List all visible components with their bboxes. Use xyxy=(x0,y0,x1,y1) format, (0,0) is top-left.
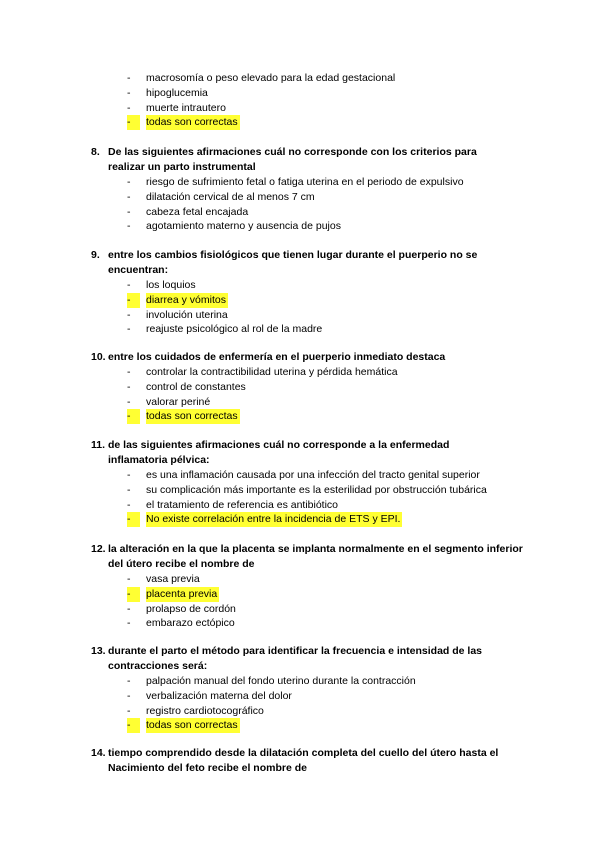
bullet-dash: - xyxy=(127,205,131,218)
option-text: todas son correctas xyxy=(146,410,238,423)
bullet-dash: - xyxy=(127,323,131,336)
bullet-dash: - xyxy=(127,86,131,99)
bullet-dash: - xyxy=(127,220,131,233)
bullet-dash: - xyxy=(127,689,131,702)
option-highlighted xyxy=(0,115,600,130)
option-text: los loquios xyxy=(146,279,196,291)
option-text: embarazo ectópico xyxy=(146,617,235,630)
option-text: cabeza fetal encajada xyxy=(146,205,249,218)
option-text: agotamiento materno y ausencia de pujos xyxy=(146,220,341,233)
question-number: 8. xyxy=(91,146,100,158)
bullet-dash: - xyxy=(127,395,131,408)
question-14 xyxy=(0,746,600,776)
bullet-dash: - xyxy=(127,718,140,733)
bullet-dash: - xyxy=(127,602,131,615)
option-text: su complicación más importante es la esterilidad por obstrucción tubárica xyxy=(146,483,487,496)
question-text: durante el parto el método para identificar la frecuencia e intensidad de las contracciones será: xyxy=(108,645,483,672)
question-text: la alteración en la que la placenta se implanta normalmente en el segmento inferior del útero recibe el nombre de xyxy=(108,543,523,570)
option-text: todas son correctas xyxy=(146,719,238,732)
question-number: 10. xyxy=(91,351,106,363)
question-number: 9. xyxy=(91,249,100,261)
option-text: prolapso de cordón xyxy=(146,602,236,615)
bullet-dash: - xyxy=(127,617,131,630)
question-number: 13. xyxy=(91,645,106,657)
bullet-dash: - xyxy=(127,279,131,291)
bullet-dash: - xyxy=(127,308,131,321)
option-text: palpación manual del fondo uterino durante la contracción xyxy=(146,675,416,687)
option-text: riesgo de sufrimiento fetal o fatiga uterina en el periodo de expulsivo xyxy=(146,176,464,188)
question-text: tiempo comprendido desde la dilatación completa del cuello del útero hasta el Nacimiento del feto recibe el nombre de xyxy=(108,747,499,774)
bullet-dash: - xyxy=(127,115,140,130)
option-text: todas son correctas xyxy=(146,116,238,129)
question-text: entre los cambios fisiológicos que tienen lugar durante el puerperio no se encuentran: xyxy=(108,249,478,276)
option-text: muerte intrautero xyxy=(146,101,226,114)
bullet-dash: - xyxy=(127,101,131,114)
option-text: diarrea y vómitos xyxy=(146,293,226,306)
option-text: valorar periné xyxy=(146,395,211,408)
option-text: placenta previa xyxy=(146,587,218,600)
question-text: de las siguientes afirmaciones cuál no corresponde a la enfermedad inflamatoria pélvica: xyxy=(108,439,450,466)
question-11 xyxy=(0,438,600,527)
question-7-options xyxy=(0,71,600,130)
question-9 xyxy=(0,248,600,337)
option-text: hipoglucemia xyxy=(146,86,208,99)
bullet-dash: - xyxy=(127,675,131,687)
bullet-dash: - xyxy=(127,409,140,424)
bullet-dash: - xyxy=(127,380,131,393)
option-text: registro cardiotocográfico xyxy=(146,704,264,717)
bullet-dash: - xyxy=(127,190,131,203)
question-text: De las siguientes afirmaciones cuál no corresponde con los criterios para realizar un parto instrumental xyxy=(108,146,477,173)
bullet-dash: - xyxy=(127,366,131,378)
bullet-dash: - xyxy=(127,72,131,84)
question-8 xyxy=(0,145,600,234)
option-text: dilatación cervical de al menos 7 cm xyxy=(146,190,315,203)
option-text: controlar la contractibilidad uterina y pérdida hemática xyxy=(146,366,398,378)
bullet-dash: - xyxy=(127,587,140,602)
question-number: 11. xyxy=(91,439,106,451)
question-number: 12. xyxy=(91,543,106,555)
option-text: involución uterina xyxy=(146,308,228,321)
option-text: No existe correlación entre la incidencia de ETS y EPI. xyxy=(146,513,401,526)
option-text: verbalización materna del dolor xyxy=(146,689,292,702)
question-text: entre los cuidados de enfermería en el puerperio inmediato destaca xyxy=(108,351,446,363)
option xyxy=(0,71,600,86)
option xyxy=(0,101,600,116)
option xyxy=(0,86,600,101)
option-text: es una inflamación causada por una infección del tracto genital superior xyxy=(146,469,480,481)
bullet-dash: - xyxy=(127,469,131,481)
option-text: reajuste psicológico al rol de la madre xyxy=(146,323,323,336)
bullet-dash: - xyxy=(127,293,140,308)
option-text: control de constantes xyxy=(146,380,246,393)
question-number: 14. xyxy=(91,747,106,759)
option-text: vasa previa xyxy=(146,573,200,585)
option-text: el tratamiento de referencia es antibiótico xyxy=(146,498,339,511)
bullet-dash: - xyxy=(127,704,131,717)
question-12 xyxy=(0,542,600,631)
bullet-dash: - xyxy=(127,483,131,496)
question-10 xyxy=(0,350,600,424)
question-13 xyxy=(0,644,600,733)
option-text: macrosomía o peso elevado para la edad gestacional xyxy=(146,72,396,84)
bullet-dash: - xyxy=(127,512,140,527)
bullet-dash: - xyxy=(127,498,131,511)
bullet-dash: - xyxy=(127,573,131,585)
bullet-dash: - xyxy=(127,176,131,188)
